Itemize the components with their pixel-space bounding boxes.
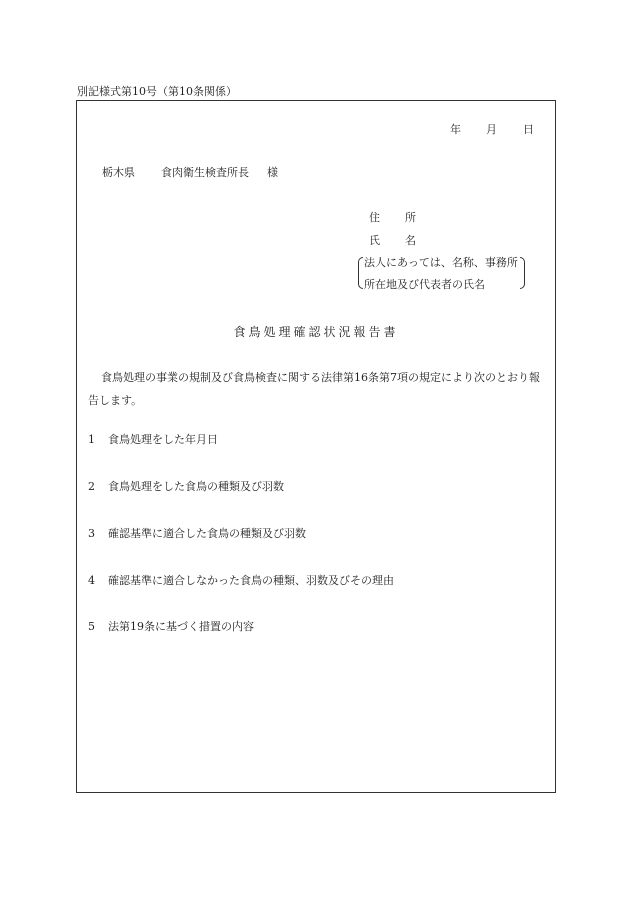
name-label-second: 名	[405, 234, 416, 247]
date-year-label: 年	[450, 123, 461, 136]
report-statement: 食鳥処理の事業の規制及び食鳥検査に関する法律第16条第7項の規定により次のとおり報告します。	[88, 371, 540, 407]
note-bracket-right	[520, 257, 525, 289]
form-number-label: 別記様式第10号（第10条関係）	[77, 85, 237, 98]
address-label-first: 住	[369, 211, 380, 224]
addressee-honorific: 様	[267, 166, 278, 179]
corporate-note: 法人にあっては、名称、事務所所在地及び代表者の氏名	[364, 256, 518, 291]
item-text: 食鳥処理をした年月日	[108, 433, 218, 446]
report-item	[88, 525, 306, 541]
note-bracket-left	[358, 257, 363, 289]
date-month-label: 月	[486, 123, 497, 136]
item-text: 食鳥処理をした食鳥の種類及び羽数	[108, 480, 284, 493]
report-item	[88, 572, 394, 588]
item-number: 1	[88, 433, 95, 446]
form-frame	[76, 100, 556, 793]
item-number: 5	[88, 620, 95, 633]
report-item	[88, 431, 218, 447]
report-item	[88, 478, 284, 494]
report-item	[88, 618, 254, 634]
addressee-office: 食肉衛生検査所長	[161, 166, 249, 179]
item-text: 法第19条に基づく措置の内容	[108, 620, 254, 633]
item-number: 2	[88, 480, 95, 493]
item-text: 確認基準に適合しなかった食鳥の種類、羽数及びその理由	[108, 574, 394, 587]
address-label-second: 所	[405, 211, 416, 224]
name-label-first: 氏	[369, 234, 380, 247]
document-title: 食鳥処理確認状況報告書	[233, 325, 399, 339]
item-text: 確認基準に適合した食鳥の種類及び羽数	[108, 527, 306, 540]
item-number: 4	[88, 574, 95, 587]
addressee-prefecture: 栃木県	[102, 166, 135, 179]
date-day-label: 日	[523, 123, 534, 136]
item-number: 3	[88, 527, 95, 540]
